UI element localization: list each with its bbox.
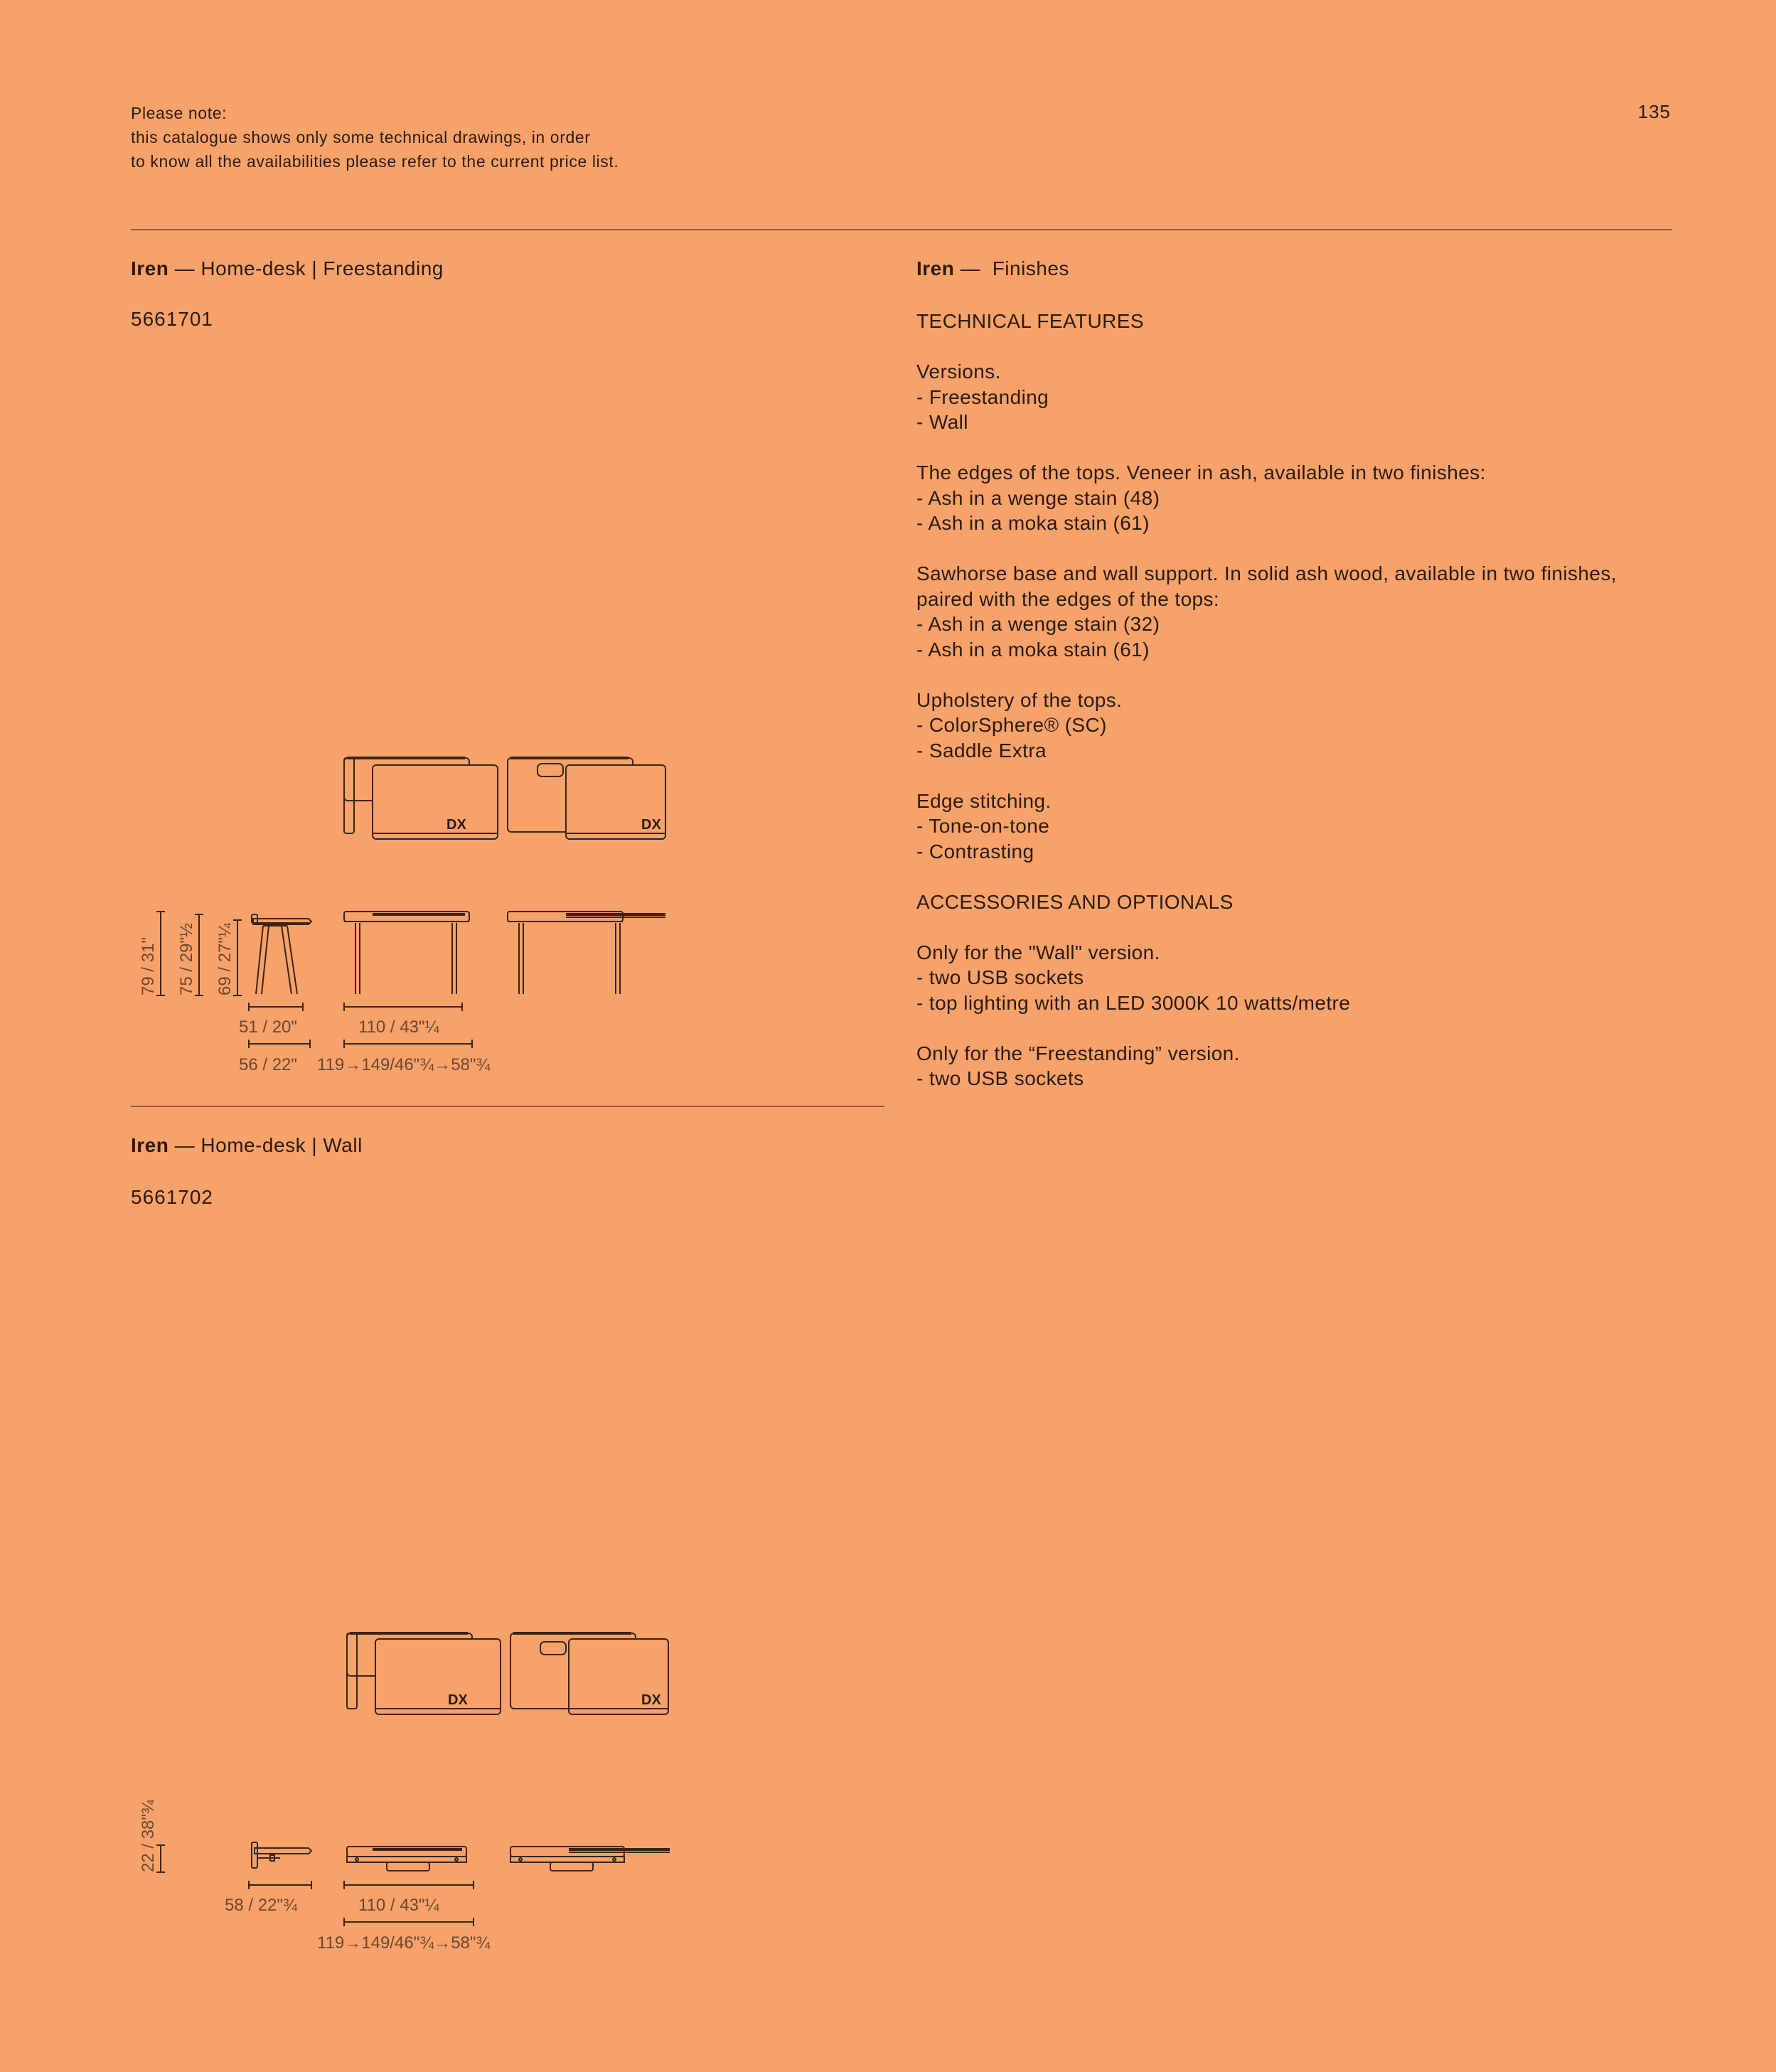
feature-line: - two USB sockets	[916, 966, 1084, 988]
width-label-top: 110 / 43"¼	[358, 1018, 439, 1037]
feature-line: - Freestanding	[916, 385, 1049, 408]
height-label-3: 69 / 27"¼	[215, 923, 235, 995]
feature-line: The edges of the tops. Veneer in ash, available in two finishes:	[916, 461, 1486, 484]
note-line-2: this catalogue shows only some technical drawings, in order	[131, 128, 591, 146]
feature-line: - Ash in a wenge stain (32)	[916, 613, 1160, 635]
feature-line	[916, 334, 1699, 360]
dx-label: DX	[641, 1692, 661, 1708]
wall-title: Home-desk | Wall	[200, 1134, 363, 1156]
dx-label: DX	[446, 817, 466, 833]
feature-line: TECHNICAL FEATURES	[916, 310, 1144, 332]
wall-top-view-open	[510, 1633, 668, 1714]
feature-line	[916, 763, 1699, 789]
depth-label-top: 51 / 20"	[239, 1018, 297, 1037]
feature-line	[916, 435, 1699, 461]
feature-line: - Ash in a moka stain (61)	[916, 512, 1150, 534]
width-label-bottom: 119→149/46"¾→58"¾	[317, 1055, 491, 1074]
wall-technical-drawing	[131, 1618, 700, 1959]
front-view-closed	[344, 912, 469, 994]
feature-line: - Saddle Extra	[916, 739, 1047, 762]
feature-line	[916, 662, 1699, 688]
feature-line: - Wall	[916, 411, 968, 433]
height-label-2: 75 / 29"½	[177, 923, 196, 995]
note-line-3: to know all the availabilities please refer to the current price list.	[131, 152, 619, 171]
wall-brand: Iren	[131, 1134, 169, 1156]
freestanding-title: Home-desk | Freestanding	[200, 257, 444, 279]
finishes-title: Finishes	[992, 257, 1069, 279]
dx-label: DX	[448, 1692, 468, 1708]
wall-heading	[131, 1134, 363, 1157]
wall-front-view-extended	[510, 1847, 670, 1871]
finishes-brand: Iren	[916, 257, 955, 279]
feature-line: - two USB sockets	[916, 1067, 1084, 1089]
depth-label-bottom: 56 / 22"	[239, 1055, 297, 1074]
height-label-1: 79 / 31"	[139, 937, 158, 995]
front-view-extended	[508, 912, 665, 994]
feature-line	[916, 914, 1699, 940]
feature-line	[916, 536, 1699, 562]
feature-line	[916, 864, 1699, 890]
wall-side-view	[252, 1842, 311, 1868]
freestanding-brand: Iren	[131, 257, 169, 279]
top-view-closed	[344, 758, 498, 839]
catalogue-note	[131, 101, 619, 173]
freestanding-heading	[131, 257, 444, 280]
finishes-heading	[916, 257, 1069, 280]
feature-line: Sawhorse base and wall support. In solid ash wood, available in two finishes,	[916, 562, 1617, 584]
feature-line: - Ash in a moka stain (61)	[916, 638, 1150, 661]
wall-height-label: 22 / 38"¾	[139, 1800, 158, 1872]
wall-separator: —	[174, 1134, 196, 1156]
side-view	[252, 914, 311, 994]
technical-features	[916, 309, 1699, 1091]
feature-line: ACCESSORIES AND OPTIONALS	[916, 890, 1234, 913]
feature-line: - Ash in a wenge stain (48)	[916, 486, 1160, 509]
feature-line: Upholstery of the tops.	[916, 688, 1123, 711]
feature-line: - ColorSphere® (SC)	[916, 714, 1107, 736]
section-divider	[131, 1106, 884, 1107]
wall-dimension-labels	[139, 1799, 491, 1953]
wall-width-label-bottom: 119→149/46"¾→58"¾	[317, 1933, 491, 1953]
feature-line: Edge stitching.	[916, 789, 1052, 812]
wall-top-view-closed	[347, 1633, 501, 1714]
feature-line: Only for the “Freestanding” version.	[916, 1042, 1240, 1064]
note-line-1: Please note:	[131, 104, 228, 122]
feature-line: - Tone-on-tone	[916, 815, 1050, 837]
dx-label: DX	[641, 817, 661, 833]
wall-front-view-closed	[347, 1847, 466, 1871]
finishes-separator: —	[960, 257, 981, 279]
feature-line: - Contrasting	[916, 840, 1034, 863]
page-number: 135	[1637, 101, 1671, 122]
wall-depth-label: 58 / 22"¾	[225, 1896, 297, 1915]
feature-line	[916, 1015, 1699, 1041]
dimension-labels	[139, 922, 491, 1074]
freestanding-separator: —	[174, 257, 196, 279]
freestanding-technical-drawing	[131, 739, 700, 1081]
feature-line: Versions.	[916, 361, 1001, 383]
feature-line: paired with the edges of the tops:	[916, 587, 1220, 610]
top-view-open	[508, 758, 665, 839]
feature-line: - top lighting with an LED 3000K 10 watts/metre	[916, 991, 1351, 1014]
wall-width-label-top: 110 / 43"¼	[358, 1896, 439, 1915]
feature-line: Only for the "Wall" version.	[916, 941, 1160, 963]
freestanding-code: 5661701	[131, 308, 214, 330]
wall-code: 5661702	[131, 1186, 214, 1208]
top-divider	[131, 229, 1672, 230]
